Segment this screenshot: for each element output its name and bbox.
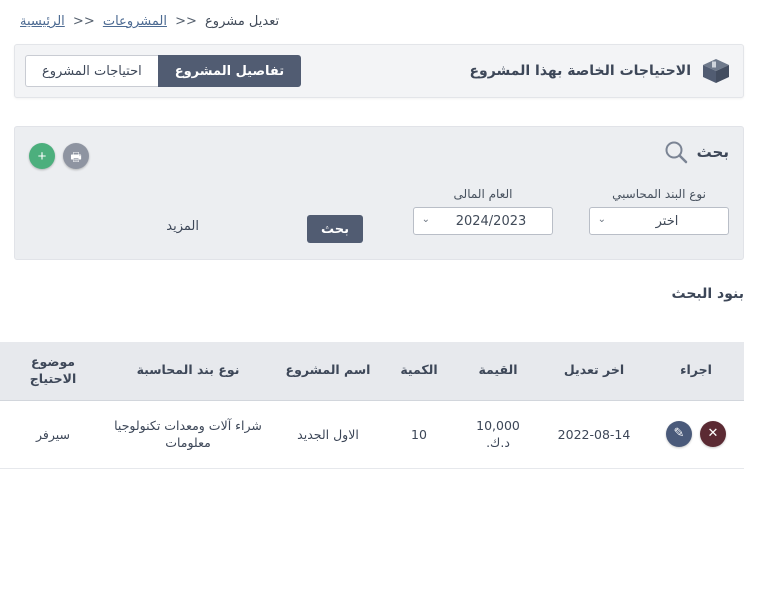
table-row: [0, 400, 744, 468]
cell-actions: [648, 400, 744, 468]
delete-row-button[interactable]: ✕: [700, 421, 726, 447]
breadcrumb: [0, 14, 758, 29]
field-label-fiscal-year: العام المالى: [453, 187, 513, 201]
print-button[interactable]: 🖶: [63, 143, 89, 169]
results-table-wrap: [14, 342, 744, 469]
breadcrumb-separator-2: <<: [72, 14, 95, 29]
cell-project-name: الاول الجديد: [274, 400, 382, 468]
column-header-value: القيمة: [456, 342, 540, 400]
results-table: [0, 342, 744, 469]
search-panel: [14, 126, 744, 260]
breadcrumb-link-home[interactable]: الرئيسية: [20, 14, 65, 29]
column-header-quantity: الكمية: [382, 342, 456, 400]
fiscal-year-select[interactable]: [413, 207, 553, 235]
column-header-subject: موضوع الاحتياج: [4, 342, 102, 400]
box-icon: [701, 57, 731, 85]
header-panel: [14, 44, 744, 98]
search-submit-button[interactable]: بحث: [307, 215, 363, 243]
table-header-row: [0, 342, 744, 400]
column-header-index: [0, 342, 4, 400]
edit-row-button[interactable]: ✎: [666, 421, 692, 447]
breadcrumb-link-projects[interactable]: المشروعات: [102, 14, 167, 29]
search-title-row: [663, 139, 729, 165]
page-title: الاحتياجات الخاصة بهذا المشروع: [469, 63, 691, 79]
breadcrumb-separator-1: <<: [175, 14, 197, 29]
field-label-account-item: نوع البند المحاسبي: [612, 187, 706, 201]
column-header-action: اجراء: [648, 342, 744, 400]
search-icon: [663, 139, 689, 165]
column-header-account-type: نوع بند المحاسبة: [102, 342, 274, 400]
more-link[interactable]: المزيد: [166, 219, 199, 234]
cell-index: [0, 400, 4, 468]
header-title-wrap: [469, 45, 731, 97]
breadcrumb-current: تعديل مشروع: [205, 14, 280, 29]
add-button[interactable]: +: [29, 143, 55, 169]
account-item-value: اختر: [655, 213, 679, 229]
cell-subject: سيرفر: [4, 400, 102, 468]
cell-last-modified: 2022-08-14: [540, 400, 648, 468]
chevron-down-icon: ⌄: [421, 214, 430, 225]
cell-quantity: 10: [382, 400, 456, 468]
account-item-select[interactable]: [589, 207, 729, 235]
field-account-item: [589, 187, 729, 235]
column-header-project-name: اسم المشروع: [274, 342, 382, 400]
chevron-down-icon: ⌄: [597, 214, 606, 225]
column-header-last-modified: اخر تعديل: [540, 342, 648, 400]
results-title: بنود البحث: [671, 286, 744, 302]
table-body: [0, 400, 744, 468]
cell-account-type: شراء آلات ومعدات تكنولوجيا معلومات: [102, 400, 274, 468]
fiscal-year-value: 2024/2023: [455, 213, 527, 229]
table-head: [0, 342, 744, 400]
tab-project-needs[interactable]: احتياجات المشروع: [25, 55, 158, 87]
search-title: بحث: [696, 143, 729, 161]
cell-value: 10,000 د.ك.: [456, 400, 540, 468]
row-action-group: [656, 421, 736, 447]
tab-project-details[interactable]: تفاصيل المشروع: [158, 55, 301, 87]
field-fiscal-year: [413, 187, 553, 235]
tab-group: [25, 55, 301, 87]
